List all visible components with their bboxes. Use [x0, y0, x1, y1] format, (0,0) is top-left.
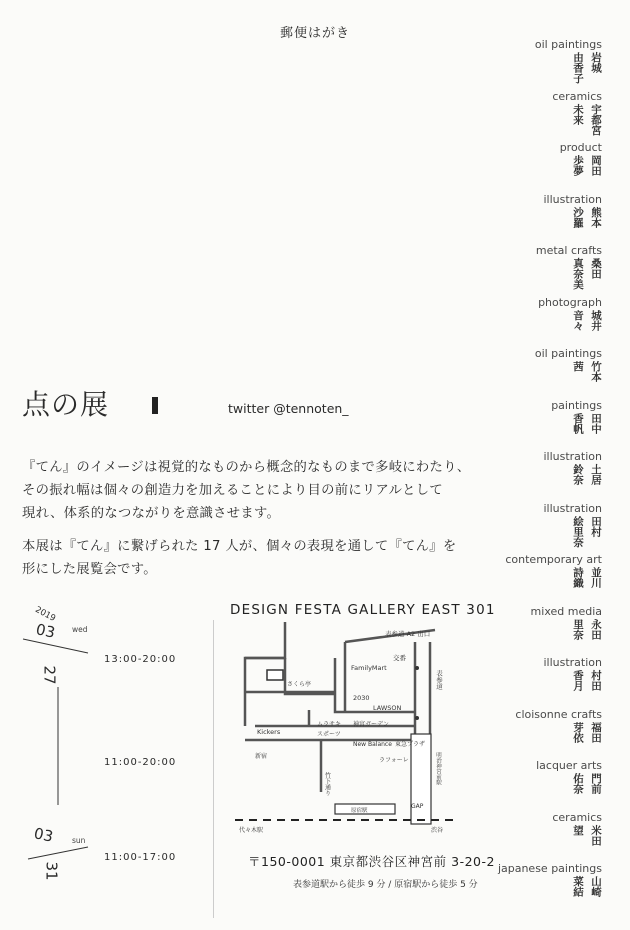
map-label-familymart: FamilyMart: [351, 664, 387, 672]
artist-given-name: 由香子: [572, 52, 584, 84]
artist-entry: [442, 759, 602, 810]
divider: [213, 620, 214, 918]
artist-family-name: 田中: [590, 412, 602, 434]
start-day: 27: [40, 665, 59, 685]
artist-given-name: 香月: [572, 670, 584, 691]
map-label-jingu-garden: 神宮ガーデン: [353, 721, 389, 728]
artist-family-name: 土居: [590, 464, 602, 485]
description-paragraph-2: [22, 535, 492, 581]
artist-name: [572, 619, 602, 655]
artist-category: mixed media: [530, 604, 602, 618]
artist-name: [572, 516, 602, 552]
artist-family-name: 熊本: [590, 206, 602, 228]
artist-category: illustration: [543, 501, 602, 515]
artist-category: illustration: [543, 450, 602, 463]
artist-given-name: 未来: [572, 103, 584, 125]
artist-name: [572, 464, 602, 500]
artist-entry: [442, 90, 602, 141]
artist-name: [572, 722, 602, 758]
paragraph-line: 『てん』のイメージは視覚的なものから概念的なものまで多岐にわたり、: [22, 460, 471, 475]
artist-name: [572, 258, 602, 294]
artist-category: japanese paintings: [497, 862, 602, 875]
artist-entry: [442, 244, 602, 295]
time-slot: 13:00-20:00: [104, 654, 177, 665]
artist-category: contemporary art: [505, 553, 602, 566]
artist-entry: [442, 38, 602, 89]
artist-entry: [442, 502, 602, 553]
artist-entry: [442, 656, 602, 707]
artist-name: [572, 310, 602, 346]
artist-family-name: 桑田: [590, 258, 602, 279]
map-label-shibuya: 渋谷: [431, 827, 444, 834]
map-label-sports: スポーツ: [317, 731, 341, 738]
paragraph-line: 本展は『てん』に繋げられた 17 人が、個々の表現を通して『てん』を: [22, 539, 457, 554]
map-label-koban: 交番: [393, 654, 406, 662]
paragraph-line: 形にした展覧会です。: [22, 562, 157, 577]
map-label-lawson: LAWSON: [373, 704, 402, 712]
description-paragraph-1: [22, 456, 492, 525]
time-slot: 11:00-17:00: [104, 852, 177, 863]
artist-given-name: 佑奈: [572, 773, 584, 794]
map-label-harajuku: 原宿駅: [351, 808, 368, 814]
artist-name: [572, 104, 602, 140]
artist-family-name: 米田: [590, 824, 602, 846]
artist-family-name: 永田: [590, 618, 602, 640]
artist-category: oil paintings: [534, 38, 602, 51]
artist-given-name: 菜結: [572, 876, 584, 897]
artist-category: product: [559, 141, 602, 154]
artist-category: oil paintings: [534, 347, 602, 360]
artist-entry: [442, 193, 602, 244]
paragraph-line: 現れ、体系的なつながりを意識させます。: [22, 506, 281, 521]
artist-category: cloisonne crafts: [515, 707, 602, 721]
map-label-murasaki: ムラサキ: [317, 721, 342, 728]
time-slot: 11:00-20:00: [104, 757, 177, 768]
artist-name: [572, 361, 602, 397]
artist-category: paintings: [551, 398, 602, 412]
artist-family-name: 並川: [590, 567, 602, 588]
artist-family-name: 城井: [590, 309, 602, 331]
artist-given-name: 詩織: [572, 567, 584, 588]
artist-family-name: 岡田: [590, 155, 602, 176]
artist-given-name: 里奈: [572, 618, 584, 640]
artist-category: illustration: [543, 192, 602, 206]
start-weekday: wed: [72, 625, 88, 634]
artist-entry: [442, 296, 602, 347]
artist-entry: [442, 399, 602, 450]
artist-category: lacquer arts: [536, 759, 602, 772]
artist-family-name: 山崎: [590, 876, 602, 897]
exhibition-title: 点の展: [22, 388, 110, 421]
map-label-meiji: 明治神宮前駅: [435, 752, 441, 785]
artist-category: ceramics: [552, 89, 602, 103]
map-label-omotesando-exit: 表参道 A2 出口: [385, 630, 431, 638]
artist-name: [572, 207, 602, 243]
artist-category: illustration: [543, 656, 602, 669]
map-label-laforet: ラフォーレ: [379, 757, 409, 764]
postcard-label: 郵便はがき: [279, 26, 350, 41]
artist-given-name: 香帆: [572, 412, 584, 434]
map-label-sakura: さくら亭: [287, 681, 312, 688]
artist-entry: [442, 347, 602, 398]
paragraph-line: その振れ幅は個々の創造力を加えることにより目の前にリアルとして: [22, 483, 443, 498]
end-month: 03: [32, 824, 55, 846]
artist-family-name: 岩城: [590, 52, 602, 73]
artist-category: metal crafts: [535, 244, 602, 257]
artist-category: ceramics: [552, 810, 602, 824]
artist-family-name: 村田: [590, 670, 602, 691]
artist-given-name: 芽依: [572, 721, 584, 743]
artist-given-name: 鈴奈: [572, 464, 584, 485]
artist-category: photograph: [538, 295, 602, 309]
artist-given-name: 望: [572, 824, 584, 835]
artist-given-name: 真奈美: [572, 258, 584, 290]
map-label-newbalance: New Balance: [353, 741, 392, 748]
title-bar-mark: [152, 397, 158, 414]
map-label-tokyu: 東急プラザ: [395, 741, 426, 748]
artist-given-name: 絵里奈: [572, 515, 584, 547]
artist-given-name: 音々: [572, 309, 584, 331]
start-month: 03: [34, 620, 57, 642]
artist-given-name: 歩夢: [572, 155, 584, 176]
venue-address: 〒150-0001 東京都渋谷区神宮前 3-20-2: [248, 854, 495, 869]
artist-name: [572, 773, 602, 809]
artist-family-name: 宇都宮: [590, 103, 602, 135]
year: 2019: [33, 605, 58, 624]
map-label-kickers: Kickers: [257, 728, 281, 736]
artist-name: [572, 876, 602, 912]
artist-family-name: 福田: [590, 721, 602, 743]
venue-access: 表参道駅から徒歩 9 分 / 原宿駅から徒歩 5 分: [293, 880, 478, 890]
end-weekday: sun: [72, 836, 86, 845]
artist-entry: [442, 708, 602, 759]
artist-family-name: 門前: [590, 773, 602, 794]
artist-name: [572, 825, 602, 861]
twitter-handle: twitter @tennoten_: [228, 401, 349, 416]
artist-name: [572, 567, 602, 603]
schedule-lines: [20, 615, 110, 895]
map-label-takeshita: 竹下通り: [323, 772, 331, 796]
artist-entry: [442, 553, 602, 604]
map-label-yoyogi: 代々木駅: [239, 827, 264, 834]
artist-name: [572, 52, 602, 88]
access-map: [225, 622, 465, 837]
artist-given-name: 茜: [572, 361, 584, 372]
artist-name: [572, 413, 602, 449]
map-label-omotesando: 表参道: [435, 670, 443, 690]
artist-entry: [442, 450, 602, 501]
map-label-2030: 2030: [353, 694, 370, 702]
artist-name: [572, 670, 602, 706]
artist-family-name: 田村: [590, 515, 602, 537]
map-label-gap: GAP: [411, 803, 424, 810]
artist-family-name: 竹本: [590, 361, 602, 382]
map-label-shinjuku: 新宿: [255, 753, 268, 760]
artist-name: [572, 155, 602, 191]
artist-entry: [442, 141, 602, 192]
artist-given-name: 沙羅: [572, 206, 584, 228]
gallery-name: DESIGN FESTA GALLERY EAST 301: [230, 602, 496, 618]
end-day: 31: [42, 861, 61, 881]
